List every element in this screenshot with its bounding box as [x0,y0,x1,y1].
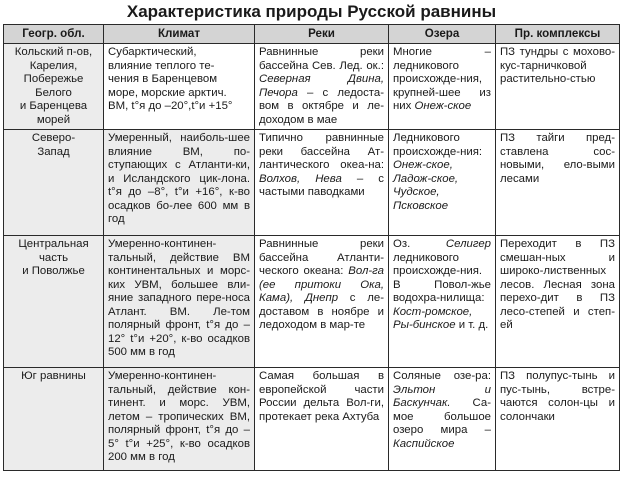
lakes-cell [389,236,496,368]
text-run: и т. д. [455,319,489,331]
text-run: ледникового происхожде-ния. В Повол-жье водохра-нилища: [393,251,491,304]
table-row [4,236,620,368]
lakes-cell [389,44,496,130]
region-cell: Северо- Запад [4,130,104,236]
complexes-cell: ПЗ полупус-тынь и пус-тынь, встре-чаются солон-цы и солончаки [496,368,620,471]
rivers-cell [255,236,389,368]
climate-cell: Умеренно-континен-тальный, действие кон-тинент. и морс. УВМ, летом – тропических ВМ, полярный фронт, t°я до –5° t°и +25°, к-во осадков 200 мм в год [104,368,255,471]
italic-text-run: Онеж-ское, Ладож-ское, Чудское, Псковское [393,159,459,212]
italic-text-run: Эльтон и Баскунчак. [393,383,491,409]
table-header-row [4,25,620,44]
italic-text-run: Онеж-ское [414,100,472,112]
text-run: Равнинные реки бассейна Сев. Лед. ок.: [259,46,384,72]
complexes-cell: ПЗ тайги пред-ставлена сос-новыми, ело-выми лесами [496,130,620,236]
text-run: с ле-доставом в ноябре и ледоходом в мар-те [259,292,384,331]
climate-cell: Умеренный, наиболь-шее влияние ВМ, по-ступающих с Атланти-ки, и Исландского цик-лона. t°я до –8°, t°и +16°, к-во осадков бо-лее 600 мм в год [104,130,255,236]
text-run: Многие – ледникового происхожде-ния, крупней-шее из них [393,46,491,112]
italic-text-run: Селигер [445,238,491,250]
region-cell: Центральная часть и Поволжье [4,236,104,368]
nature-table [3,24,620,471]
text-run: Самая большая в европейской части России дельта Вол-ги, протекает река Ахтуба [259,370,384,423]
header-complexes: Пр. комплексы [496,25,620,44]
climate-cell: Субарктический, влияние теплого те- чения в Баренцевом море, морские арктич. ВМ, t°я до –20°,t°и +15° [104,44,255,130]
table-row [4,368,620,471]
italic-text-run: Волхов, Нева [259,172,342,185]
rivers-cell [255,368,389,471]
page-title: Характеристика природы Русской равнины [126,2,497,21]
complexes-cell: ПЗ тундры с мохово-кус-тарничковой растительно-стью [496,44,620,130]
complexes-cell: Переходит в ПЗ смешан-ных и широко-лиственных лесов. Лесная зона перехо-дит в ПЗ лесо-степей и степ-ей [496,236,620,368]
region-cell: Юг равнины [4,368,104,471]
text-run: Оз. [393,238,446,250]
text-run: – с ледоста-вом в октябре и ле-доходом в мае [259,86,384,126]
italic-text-run: Северная Двина, Печора [259,73,384,99]
climate-cell: Умеренно-континен-тальный, действие ВМ континентальных и морс-ких УВМ, большее вли-яние западного пере-носа Атлант. ВМ. Ле-том полярный фронт, t°я до –12° t°и +20°, к-во осадков 500 мм в год [104,236,255,368]
text-run: Типично равнинные реки бассейна Ат-лантического океа-на: [259,132,384,171]
header-climate: Климат [104,25,255,44]
text-run: Равнинные реки бассейна Атланти-ческого океана: [259,238,384,277]
text-run: Са-мое большое озеро мира – [393,397,491,436]
lakes-cell [389,368,496,471]
header-rivers: Реки [255,25,389,44]
italic-text-run: Вол-га (ее притоки Ока, Кама), Днепр [259,265,384,304]
text-run: Соляные озе-ра: [393,370,491,382]
region-cell: Кольский п-ов, Карелия, Побережье Белого и Баренцева морей [4,44,104,130]
rivers-cell [255,130,389,236]
italic-text-run: Кост-ромское, Ры-бинское [393,305,473,331]
italic-text-run: Каспийское [393,437,455,450]
table-row [4,44,620,130]
table-row [4,130,620,236]
rivers-cell [255,44,389,130]
text-run: Ледникового происхожде-ния: [393,132,483,158]
header-lakes: Озера [389,25,496,44]
lakes-cell [389,130,496,236]
text-run: – с частыми паводками [259,172,384,198]
header-region: Геогр. обл. [4,25,104,44]
